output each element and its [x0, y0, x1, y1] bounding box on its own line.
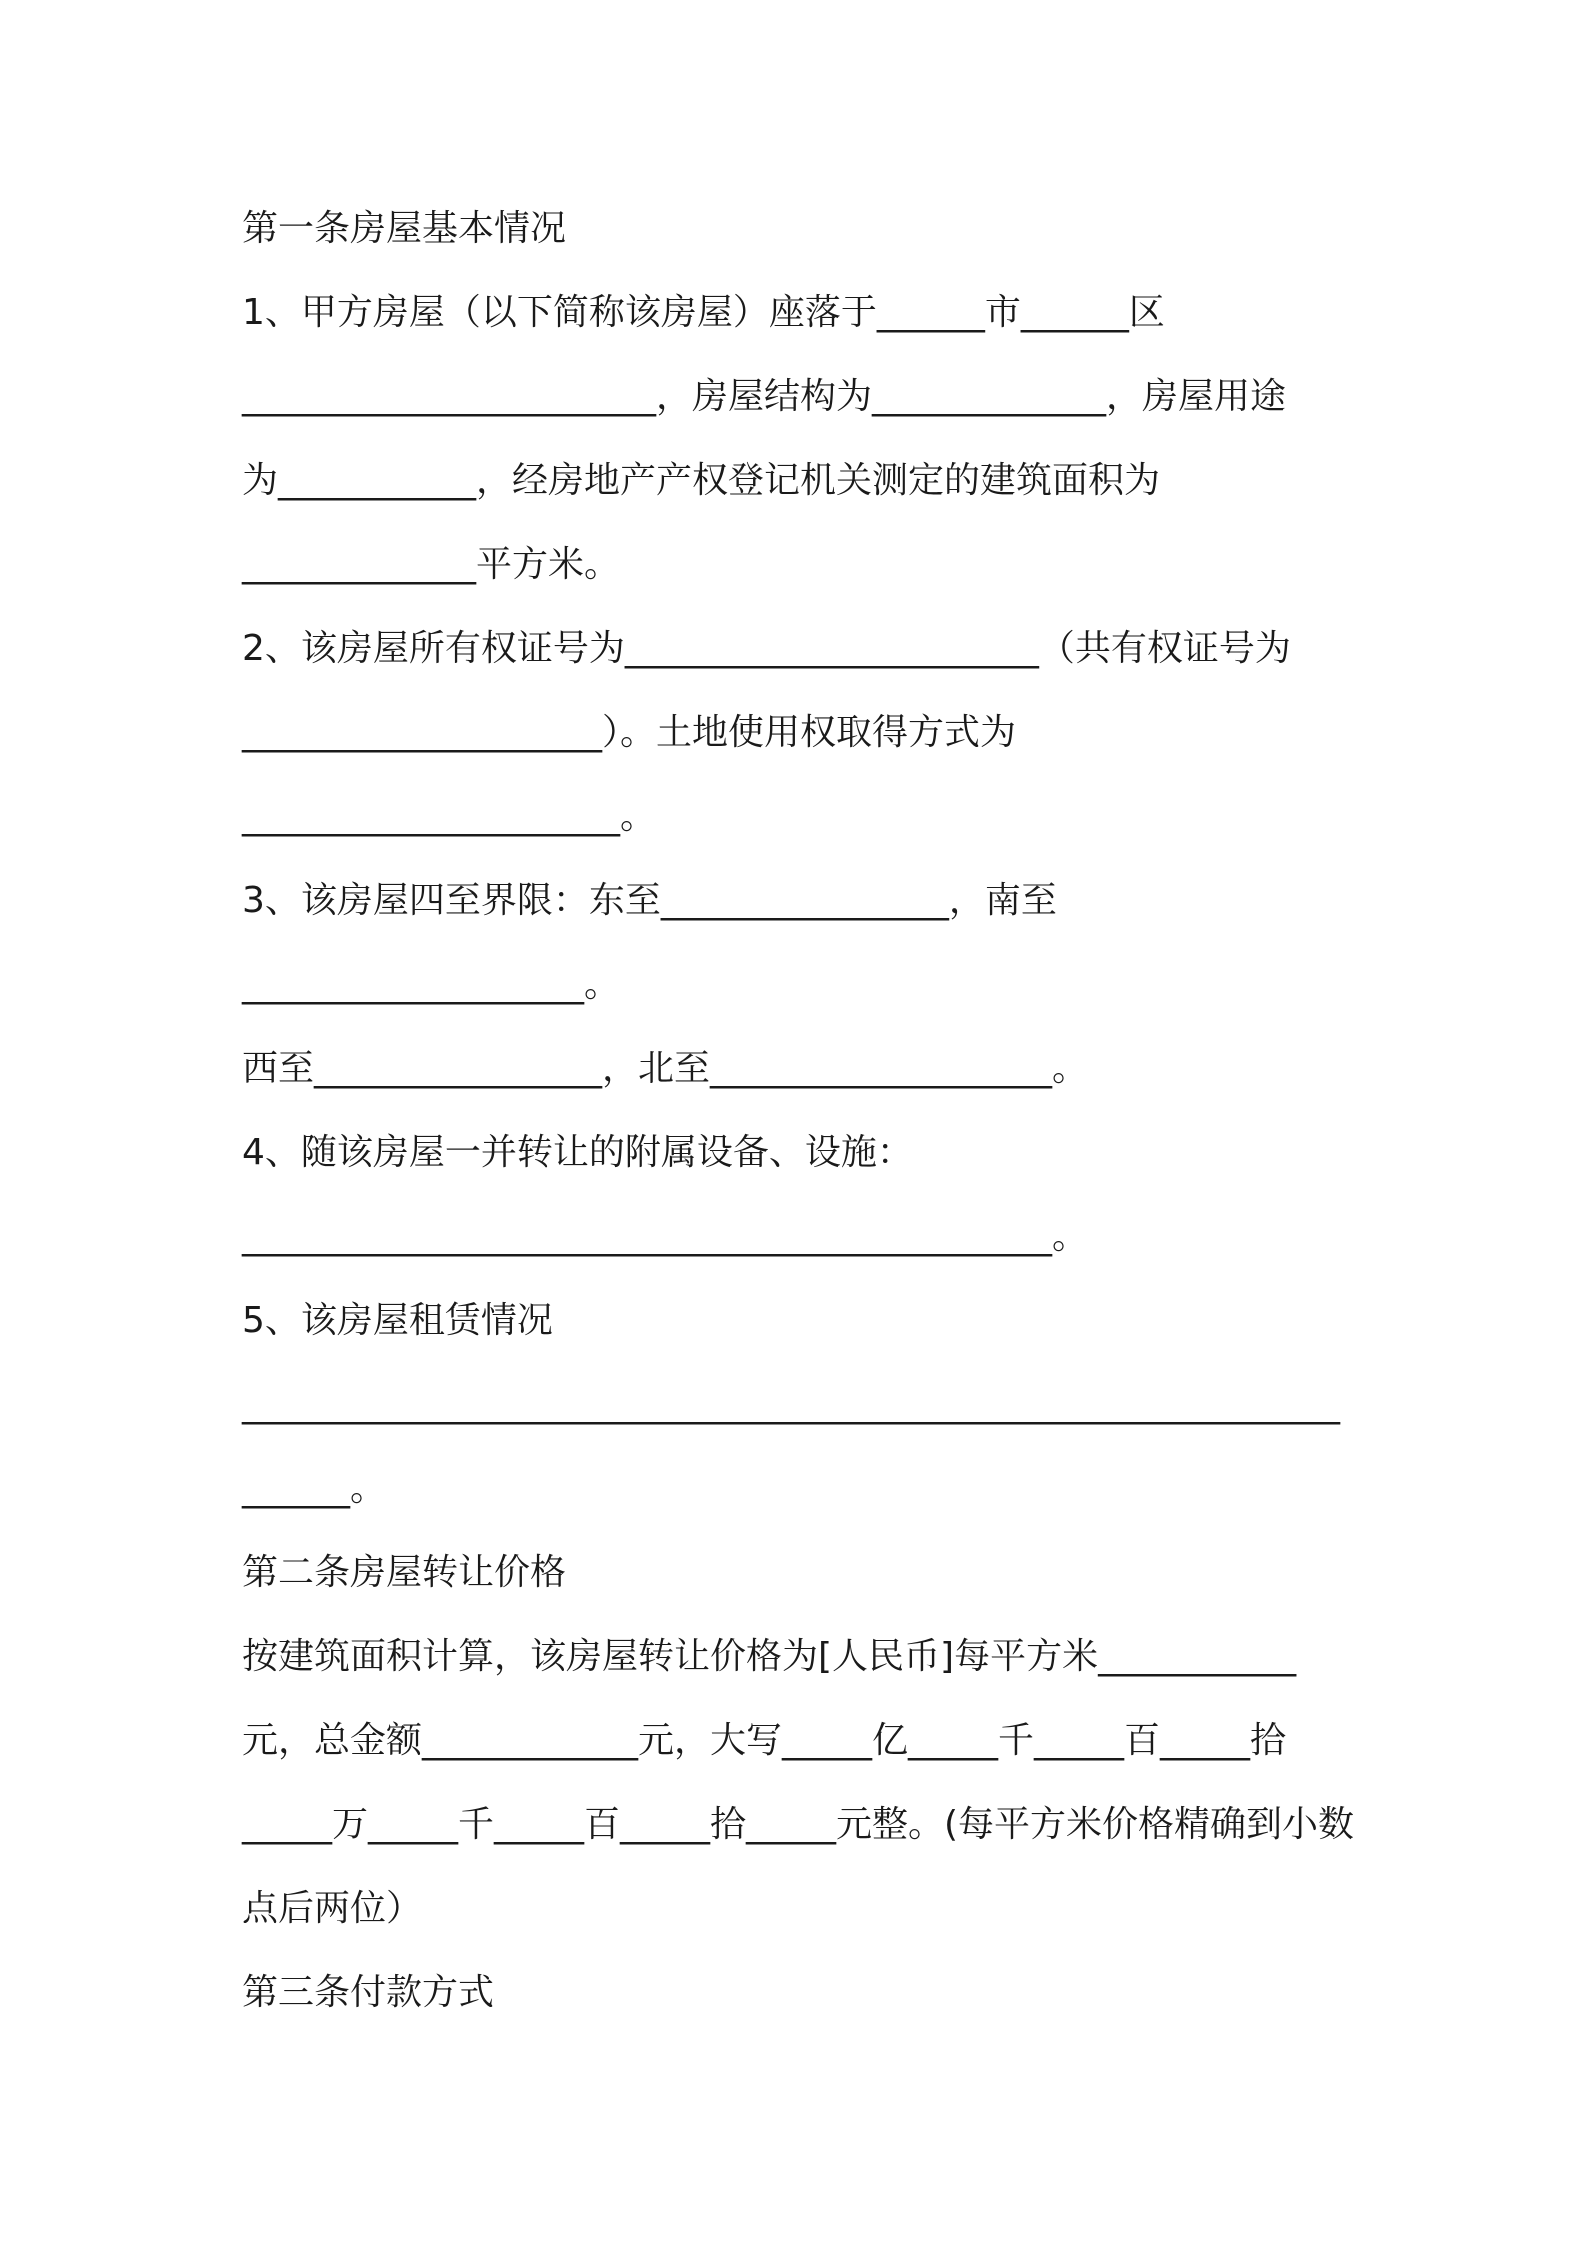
- clause-4-facilities: 4、随该房屋一并转让的附属设备、设施：: [242, 1132, 913, 1173]
- section-heading-1: 第一条房屋基本情况: [242, 208, 567, 249]
- clause-2-land-use: ____________________）。土地使用权取得方式为: [242, 712, 1017, 753]
- price-per-sqm: 按建筑面积计算，该房屋转让价格为[人民币]每平方米___________: [242, 1636, 1297, 1677]
- price-total: 元，总金额____________元，大写_____亿_____千_____百_____拾: [242, 1720, 1287, 1761]
- clause-5-blank-end: ______。: [242, 1468, 387, 1509]
- clause-4-blank: _____________________________________________。: [242, 1216, 1088, 1257]
- price-precision-note: 点后两位）: [242, 1888, 423, 1929]
- clause-5-blank: _____________________________________________________________: [242, 1384, 1340, 1425]
- clause-1-sqm: _____________平方米。: [242, 544, 621, 585]
- section-heading-2: 第二条房屋转让价格: [242, 1552, 567, 1593]
- section-heading-3: 第三条付款方式: [242, 1972, 495, 2013]
- clause-3-south-blank: ___________________。: [242, 964, 620, 1005]
- clause-3-boundaries: 3、该房屋四至界限：东至________________，南至: [242, 880, 1057, 921]
- price-capital: _____万_____千_____百_____拾_____元整。(每平方米价格精确到小数: [242, 1804, 1355, 1845]
- clause-5-lease: 5、该房屋租赁情况: [242, 1300, 553, 1341]
- clause-1-location: 1、甲方房屋（以下简称该房屋）座落于______市______区: [242, 292, 1165, 333]
- clause-2-blank: _____________________。: [242, 796, 656, 837]
- clause-2-certificate: 2、该房屋所有权证号为_______________________（共有权证号为: [242, 628, 1291, 669]
- clause-1-structure: _______________________，房屋结构为_____________，房屋用途: [242, 376, 1287, 417]
- clause-1-area: 为___________，经房地产产权登记机关测定的建筑面积为: [242, 460, 1161, 501]
- clause-3-west-north: 西至________________，北至___________________。: [242, 1048, 1089, 1089]
